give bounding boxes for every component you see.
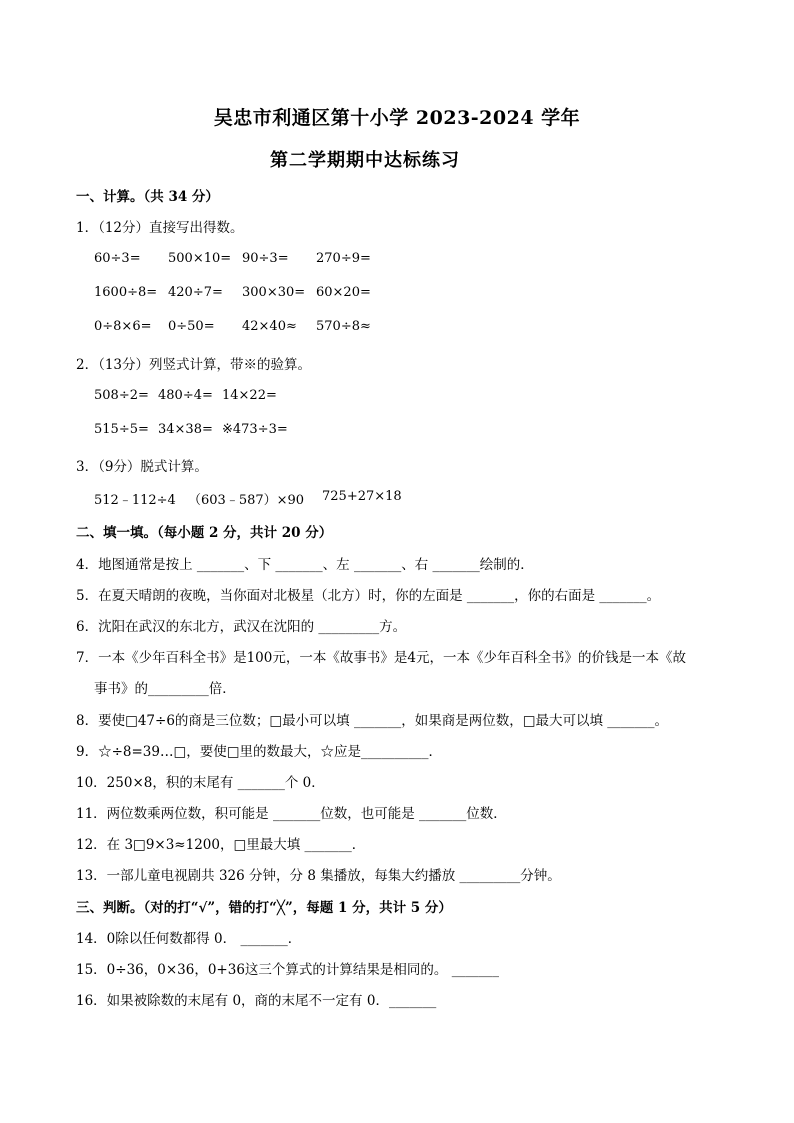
expression: 60÷3=: [94, 251, 141, 266]
question-7-line-1: 7．一本《少年百科全书》是100元，一本《故事书》是4元，一本《少年百科全书》的价钱是一本《故: [76, 650, 686, 666]
expression: 34×38=: [158, 422, 213, 437]
expression: 0÷8×6=: [94, 319, 152, 334]
expression: ※473÷3=: [222, 422, 288, 437]
question-7-line-2: 事书》的_________倍．: [94, 681, 236, 697]
question-13: 13．一部儿童电视剧共 326 分钟，分 8 集播放，每集大约播放 _________分钟。: [76, 868, 561, 884]
question-1-stem: 1．（12分）直接写出得数。: [76, 220, 244, 236]
question-14: 14．0除以任何数都得 0． _______．: [76, 931, 302, 947]
expression: 570÷8≈: [316, 319, 371, 334]
question-6: 6．沈阳在武汉的东北方，武汉在沈阳的 _________方。: [76, 619, 407, 635]
expression: 300×30=: [242, 285, 306, 300]
expression: 60×20=: [316, 285, 371, 300]
expression: 420÷7=: [168, 285, 223, 300]
expression: 42×40≈: [242, 319, 297, 334]
question-9: 9．☆÷8=39…□，要使□里的数最大，☆应是__________．: [76, 744, 442, 760]
section-heading-judge: 三、判断。（对的打“√”，错的打“╳”，每题 1 分，共计 5 分）: [76, 900, 452, 916]
section-heading-fill: 二、填一填。（每小题 2 分，共计 20 分）: [76, 525, 333, 541]
question-12: 12．在 3□9×3≈1200，□里最大填 _______．: [76, 837, 366, 853]
expression: 480÷4=: [158, 388, 213, 403]
question-2-stem: 2．（13分）列竖式计算，带※的验算。: [76, 357, 312, 373]
question-16: 16．如果被除数的末尾有 0，商的末尾不一定有 0．_______: [76, 993, 437, 1009]
question-10: 10．250×8，积的末尾有 _______个 0．: [76, 775, 325, 791]
question-5: 5．在夏天晴朗的夜晚，当你面对北极星（北方）时，你的左面是 _______，你的右面是 _______。: [76, 588, 661, 604]
question-4: 4．地图通常是按上 _______、下 _______、左 _______、右 _______绘制的．: [76, 557, 534, 573]
expression: 508÷2=: [94, 388, 149, 403]
expression: 270÷9=: [316, 251, 371, 266]
question-8: 8．要使□47÷6的商是三位数；□最小可以填 _______，如果商是两位数，□最大可以填 _______。: [76, 713, 669, 729]
expression: 515÷5=: [94, 422, 149, 437]
exam-subtitle: 第二学期期中达标练习: [270, 150, 460, 171]
expression: 500×10=: [168, 251, 232, 266]
expression: （603﹣587）×90: [188, 493, 305, 508]
expression: 14×22=: [222, 388, 277, 403]
expression: 90÷3=: [242, 251, 289, 266]
exam-title: 吴忠市利通区第十小学 2023-2024 学年: [213, 107, 581, 129]
question-3-stem: 3．（9分）脱式计算。: [76, 459, 208, 475]
expression: 1600÷8=: [94, 285, 158, 300]
question-11: 11．两位数乘两位数，积可能是 _______位数，也可能是 _______位数．: [76, 806, 507, 822]
expression: 725+27×18: [322, 489, 402, 504]
section-heading-calc: 一、计算。（共 34 分）: [76, 189, 219, 205]
expression: 512﹣112÷4: [94, 493, 176, 508]
expression: 0÷50=: [168, 319, 215, 334]
question-15: 15．0÷36，0×36，0+36这三个算式的计算结果是相同的。 _______: [76, 962, 499, 978]
